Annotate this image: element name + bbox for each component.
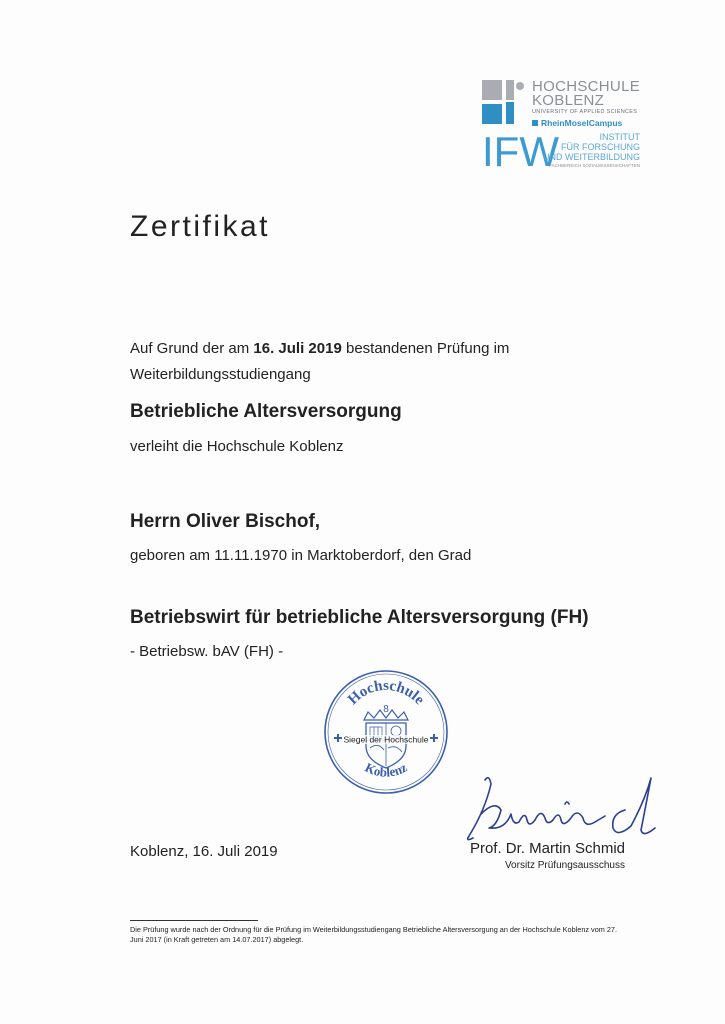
- seal-bottom-text: Koblenz: [362, 759, 410, 780]
- signatory-name: Prof. Dr. Martin Schmid: [469, 840, 625, 857]
- seal-top-text: Hochschule: [345, 677, 428, 709]
- institute-subtitle: FACHBEREICH SOZIALWISSENSCHAFTEN: [549, 163, 640, 168]
- program-type: Weiterbildungsstudiengang: [130, 366, 311, 383]
- footnote-divider: [130, 920, 258, 921]
- hochschule-name-line2: KOBLENZ: [532, 92, 605, 109]
- campus-text: RheinMoselCampus: [541, 118, 623, 128]
- institute-line3: UND WEITERBILDUNG: [542, 152, 640, 162]
- institute-name: [540, 132, 640, 162]
- degree-abbreviation: - Betriebsw. bAV (FH) -: [130, 643, 284, 660]
- campus-label: [532, 118, 622, 128]
- hochschule-name-line1: HOCHSCHULE: [532, 78, 641, 95]
- awarded-by: verleiht die Hochschule Koblenz: [130, 438, 344, 455]
- signature-icon: [455, 770, 665, 850]
- university-seal-icon: [322, 668, 450, 796]
- seal-number: 8: [383, 704, 389, 715]
- program-name: Betriebliche Altersversorgung: [130, 401, 402, 422]
- degree-title: Betriebswirt für betriebliche Altersversorgung (FH): [130, 607, 589, 628]
- intro-suffix: bestandenen Prüfung im: [341, 340, 510, 357]
- university-subtitle: UNIVERSITY OF APPLIED SCIENCES: [532, 109, 638, 115]
- recipient-name: Herrn Oliver Bischof,: [130, 511, 321, 532]
- certificate-title: Zertifikat: [130, 210, 271, 243]
- hochschule-logo: [480, 78, 655, 178]
- intro-line: [130, 340, 509, 357]
- hochschule-name: [532, 80, 640, 108]
- place-date: Koblenz, 16. Juli 2019: [130, 843, 278, 860]
- footnote: Die Prüfung wurde nach der Ordnung für die Prüfung im Weiterbildungsstudiengang Betriebliche Altersversorgung an der Hochschule Koblenz vom 27. Juni 2017 (in Kraft getreten am 14.07.2017) abgelegt.: [130, 925, 618, 944]
- birth-info: geboren am 11.11.1970 in Marktoberdorf, den Grad: [130, 547, 472, 564]
- hochschule-mark-icon: [482, 80, 526, 124]
- intro-prefix: Auf Grund der am: [130, 340, 254, 357]
- institute-line1: INSTITUT: [599, 132, 640, 142]
- ifw-mark-icon: [482, 128, 559, 175]
- institute-line2: FÜR FORSCHUNG: [561, 142, 640, 152]
- seal-label: Siegel der Hochschule: [343, 734, 429, 745]
- campus-square-icon: [532, 120, 538, 126]
- exam-date: 16. Juli 2019: [253, 340, 342, 357]
- ifw-mark-text: IFW: [482, 128, 559, 175]
- signatory-role: Vorsitz Prüfungsausschuss: [504, 860, 625, 871]
